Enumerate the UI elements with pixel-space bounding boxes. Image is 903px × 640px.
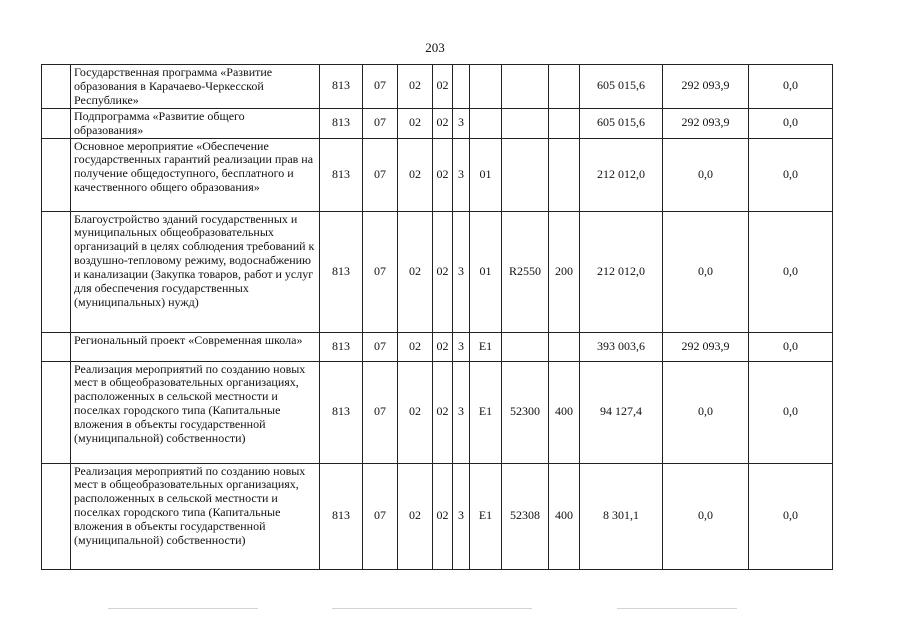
subprogram-code-cell: 3 bbox=[453, 463, 470, 569]
ministry-code-cell: 813 bbox=[320, 211, 363, 332]
row-name-cell: Реализация мероприятий по созданию новых мест в общеобразовательных организациях, расположенных в сельской местности и поселках городского типа (Капитальные вложения в объекты государственной (муниципальной) собственности) bbox=[71, 463, 320, 569]
subsection-code-cell: 02 bbox=[398, 65, 433, 109]
section-code-cell: 07 bbox=[363, 108, 398, 138]
sum-year-1-cell: 8 301,1 bbox=[580, 463, 663, 569]
table-row bbox=[42, 65, 833, 109]
expense-type-cell bbox=[549, 108, 580, 138]
sum-year-2-cell: 292 093,9 bbox=[663, 332, 749, 361]
target-article-cell bbox=[502, 108, 549, 138]
row-name-cell: Государственная программа «Развитие образования в Карачаево-Черкесской Республике» bbox=[71, 65, 320, 109]
program-code-cell: 02 bbox=[433, 463, 453, 569]
sum-year-3-cell: 0,0 bbox=[749, 463, 833, 569]
sum-year-2-cell: 0,0 bbox=[663, 463, 749, 569]
sum-year-2-cell: 292 093,9 bbox=[663, 65, 749, 109]
expense-type-cell bbox=[549, 332, 580, 361]
sum-year-1-cell: 212 012,0 bbox=[580, 138, 663, 211]
row-index-cell bbox=[42, 361, 71, 463]
ministry-code-cell: 813 bbox=[320, 361, 363, 463]
expense-type-cell bbox=[549, 65, 580, 109]
table-body bbox=[42, 65, 833, 570]
sum-year-2-cell: 292 093,9 bbox=[663, 108, 749, 138]
section-code-cell: 07 bbox=[363, 138, 398, 211]
divider bbox=[108, 608, 258, 609]
target-article-cell: 52308 bbox=[502, 463, 549, 569]
ministry-code-cell: 813 bbox=[320, 463, 363, 569]
row-index-cell bbox=[42, 65, 71, 109]
page-number: 203 bbox=[425, 40, 445, 55]
target-article-cell bbox=[502, 332, 549, 361]
row-index-cell bbox=[42, 211, 71, 332]
row-name-cell: Благоустройство зданий государственных и муниципальных общеобразовательных организаций в целях соблюдения требований к воздушно-тепловому режиму, водоснабжению и канализации (Закупка товаров, работ и услуг для обеспечения государственных (муниципальных) нужд) bbox=[71, 211, 320, 332]
sum-year-1-cell: 605 015,6 bbox=[580, 65, 663, 109]
table-row bbox=[42, 361, 833, 463]
subsection-code-cell: 02 bbox=[398, 108, 433, 138]
section-code-cell: 07 bbox=[363, 65, 398, 109]
subprogram-code-cell bbox=[453, 65, 470, 109]
divider bbox=[332, 608, 532, 609]
measure-code-cell bbox=[470, 65, 502, 109]
subprogram-code-cell: 3 bbox=[453, 108, 470, 138]
table-row bbox=[42, 108, 833, 138]
sum-year-2-cell: 0,0 bbox=[663, 211, 749, 332]
subsection-code-cell: 02 bbox=[398, 332, 433, 361]
row-name-cell: Основное мероприятие «Обеспечение государственных гарантий реализации прав на получение общедоступного, бесплатного и качественного общего образования» bbox=[71, 138, 320, 211]
program-code-cell: 02 bbox=[433, 108, 453, 138]
subsection-code-cell: 02 bbox=[398, 463, 433, 569]
sum-year-1-cell: 212 012,0 bbox=[580, 211, 663, 332]
measure-code-cell: 01 bbox=[470, 211, 502, 332]
ministry-code-cell: 813 bbox=[320, 332, 363, 361]
sum-year-1-cell: 605 015,6 bbox=[580, 108, 663, 138]
row-name-cell: Реализация мероприятий по созданию новых мест в общеобразовательных организациях, расположенных в сельской местности и поселках городского типа (Капитальные вложения в объекты государственной (муниципальной) собственности) bbox=[71, 361, 320, 463]
sum-year-1-cell: 393 003,6 bbox=[580, 332, 663, 361]
row-index-cell bbox=[42, 138, 71, 211]
sum-year-2-cell: 0,0 bbox=[663, 138, 749, 211]
measure-code-cell: E1 bbox=[470, 332, 502, 361]
section-code-cell: 07 bbox=[363, 211, 398, 332]
sum-year-3-cell: 0,0 bbox=[749, 211, 833, 332]
sum-year-3-cell: 0,0 bbox=[749, 65, 833, 109]
subsection-code-cell: 02 bbox=[398, 361, 433, 463]
row-name-cell: Региональный проект «Современная школа» bbox=[71, 332, 320, 361]
row-index-cell bbox=[42, 463, 71, 569]
subprogram-code-cell: 3 bbox=[453, 211, 470, 332]
sum-year-1-cell: 94 127,4 bbox=[580, 361, 663, 463]
program-code-cell: 02 bbox=[433, 332, 453, 361]
program-code-cell: 02 bbox=[433, 65, 453, 109]
measure-code-cell bbox=[470, 108, 502, 138]
budget-table bbox=[41, 64, 833, 570]
row-name-cell: Подпрограмма «Развитие общего образования» bbox=[71, 108, 320, 138]
subsection-code-cell: 02 bbox=[398, 211, 433, 332]
expense-type-cell bbox=[549, 138, 580, 211]
section-code-cell: 07 bbox=[363, 361, 398, 463]
sum-year-2-cell: 0,0 bbox=[663, 361, 749, 463]
section-code-cell: 07 bbox=[363, 332, 398, 361]
expense-type-cell: 400 bbox=[549, 361, 580, 463]
program-code-cell: 02 bbox=[433, 138, 453, 211]
expense-type-cell: 200 bbox=[549, 211, 580, 332]
section-code-cell: 07 bbox=[363, 463, 398, 569]
target-article-cell: R2550 bbox=[502, 211, 549, 332]
table-row bbox=[42, 463, 833, 569]
table-row bbox=[42, 211, 833, 332]
sum-year-3-cell: 0,0 bbox=[749, 332, 833, 361]
sum-year-3-cell: 0,0 bbox=[749, 108, 833, 138]
program-code-cell: 02 bbox=[433, 211, 453, 332]
ministry-code-cell: 813 bbox=[320, 65, 363, 109]
subprogram-code-cell: 3 bbox=[453, 361, 470, 463]
target-article-cell bbox=[502, 138, 549, 211]
measure-code-cell: 01 bbox=[470, 138, 502, 211]
measure-code-cell: E1 bbox=[470, 463, 502, 569]
program-code-cell: 02 bbox=[433, 361, 453, 463]
divider bbox=[617, 608, 737, 609]
table-row bbox=[42, 332, 833, 361]
subprogram-code-cell: 3 bbox=[453, 138, 470, 211]
table-row bbox=[42, 138, 833, 211]
measure-code-cell: E1 bbox=[470, 361, 502, 463]
target-article-cell: 52300 bbox=[502, 361, 549, 463]
expense-type-cell: 400 bbox=[549, 463, 580, 569]
ministry-code-cell: 813 bbox=[320, 138, 363, 211]
target-article-cell bbox=[502, 65, 549, 109]
sum-year-3-cell: 0,0 bbox=[749, 361, 833, 463]
subsection-code-cell: 02 bbox=[398, 138, 433, 211]
subprogram-code-cell: 3 bbox=[453, 332, 470, 361]
row-index-cell bbox=[42, 108, 71, 138]
row-index-cell bbox=[42, 332, 71, 361]
sum-year-3-cell: 0,0 bbox=[749, 138, 833, 211]
ministry-code-cell: 813 bbox=[320, 108, 363, 138]
